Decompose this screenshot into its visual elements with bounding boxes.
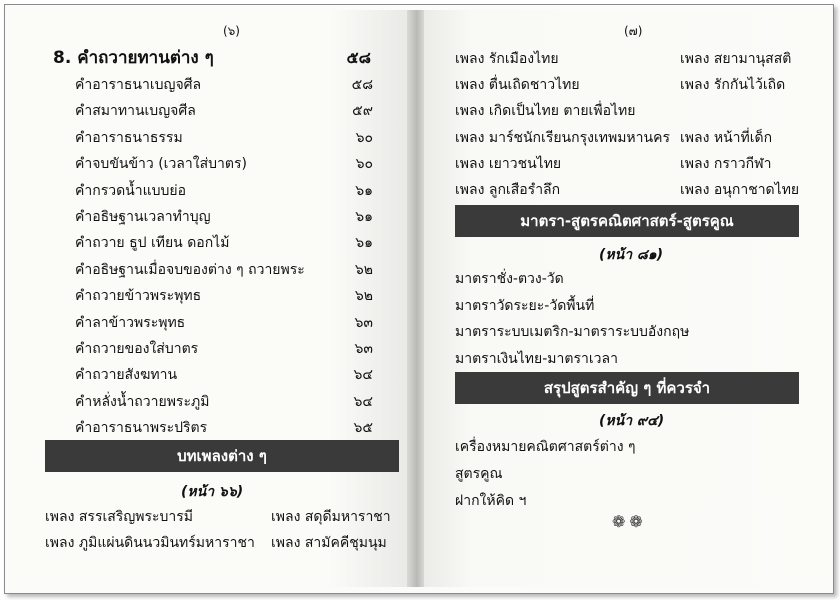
toc-item-page: ๖๐: [355, 129, 373, 146]
toc-item-page: ๕๙: [352, 103, 373, 120]
book-spread: [4, 4, 834, 594]
song-item: เพลง ลูกเสือรำลึก: [455, 182, 561, 198]
toc-item-page: ๖๓: [354, 314, 373, 331]
toc-item-label: คำถวาย ธูป เทียน ดอกไม้: [75, 235, 230, 252]
flower-ornament-icon: ❁❁: [612, 512, 647, 531]
toc-item-label: คำอธิษฐานเวลาทำบุญ: [75, 209, 211, 225]
formula-item: สูตรคูณ: [455, 466, 503, 482]
toc-item-label: คำอาราธนาเบญจศีล: [75, 77, 202, 93]
toc-item-label: คำหลั่งน้ำถวายพระภูมิ: [75, 393, 210, 410]
song-item: เพลง อนุกาชาดไทย: [680, 182, 800, 198]
toc-item-page: ๖๔: [353, 393, 373, 410]
toc-item-label: คำอาราธนาธรรม: [75, 129, 183, 146]
formula-bar: สรุปสูตรสำคัญ ๆ ที่ควรจำ: [455, 372, 799, 404]
math-page-note: (หน้า ๘๑): [599, 247, 664, 263]
toc-item-label: คำจบขันข้าว (เวลาใส่บาตร): [75, 156, 247, 173]
toc-item-label: คำอธิษฐานเมื่อจบของต่าง ๆ ถวายพระ: [75, 261, 305, 278]
page-number: (๖): [223, 24, 240, 38]
formula-item: ฝากให้คิด ฯ: [455, 493, 527, 509]
song-item: เพลง เกิดเป็นไทย ตายเพื่อไทย: [455, 103, 636, 120]
toc-item-page: ๖๔: [353, 367, 373, 384]
math-item: มาตราวัดระยะ-วัดพื้นที่: [455, 297, 595, 314]
right-page: [424, 10, 829, 587]
toc-item-page: ๕๘: [351, 77, 373, 93]
section-heading-page: ๕๘: [346, 48, 371, 67]
song-item: เพลง กราวกีฬา: [680, 155, 772, 172]
toc-item-page: ๖๕: [353, 420, 373, 437]
math-item: มาตราเงินไทย-มาตราเวลา: [455, 350, 618, 367]
toc-item-label: คำลาข้าวพระพุทธ: [75, 314, 186, 331]
song-item: เพลง รักเมืองไทย: [455, 51, 559, 67]
song-item: เพลง ภูมิแผ่นดินนวมินทร์มหาราชา: [45, 535, 255, 551]
song-item: เพลง เยาวชนไทย: [455, 155, 562, 172]
toc-item-page: ๖๑: [355, 235, 373, 252]
book-gutter: [407, 10, 425, 587]
page-number: (๗): [624, 24, 643, 38]
song-item: เพลง สามัคคีชุมนุม: [271, 535, 387, 551]
toc-item-label: คำอาราธนาพระปริตร: [75, 420, 208, 437]
toc-item-page: ๖๑: [355, 182, 373, 199]
song-item: เพลง หน้าที่เด็ก: [680, 129, 773, 146]
math-item: มาตราชั่ง-ตวง-วัด: [455, 271, 564, 287]
math-item: มาตราระบบเมตริก-มาตราระบบอังกฤษ: [455, 324, 690, 340]
song-item: เพลง รักกันไว้เถิด: [680, 77, 786, 94]
toc-item-page: ๖๑: [355, 209, 373, 225]
section-heading: 8. คำถวายทานต่าง ๆ: [53, 48, 214, 68]
song-item: เพลง สยามานุสสติ: [680, 51, 792, 67]
math-bar: มาตรา-สูตรคณิตศาสตร์-สูตรคูณ: [455, 205, 799, 237]
toc-item-page: ๖๓: [354, 341, 373, 357]
toc-item-page: ๖๒: [354, 288, 373, 305]
toc-item-label: คำถวายของใส่บาตร: [75, 341, 199, 357]
toc-item-label: คำสมาทานเบญจศีล: [75, 103, 196, 120]
toc-item-label: คำกรวดน้ำแบบย่อ: [75, 182, 187, 199]
songs-page-note: (หน้า ๖๖): [181, 484, 244, 500]
song-item: เพลง ตื่นเถิดชาวไทย: [455, 77, 580, 94]
song-item: เพลง สดุดีมหาราชา: [271, 509, 391, 525]
formula-item: เครื่องหมายคณิตศาสตร์ต่าง ๆ: [455, 439, 636, 455]
toc-item-label: คำถวายสังฆทาน: [75, 367, 178, 384]
song-item: เพลง มาร์ชนักเรียนกรุงเทพมหานคร: [455, 129, 670, 146]
toc-item-page: ๖๒: [354, 261, 373, 278]
songs-bar: บทเพลงต่าง ๆ: [45, 440, 399, 472]
formula-page-note: (หน้า ๙๔): [599, 413, 665, 429]
song-item: เพลง สรรเสริญพระบารมี: [45, 509, 194, 525]
toc-item-label: คำถวายข้าวพระพุทธ: [75, 288, 202, 305]
toc-item-page: ๖๐: [355, 156, 373, 173]
left-page: [13, 10, 408, 587]
